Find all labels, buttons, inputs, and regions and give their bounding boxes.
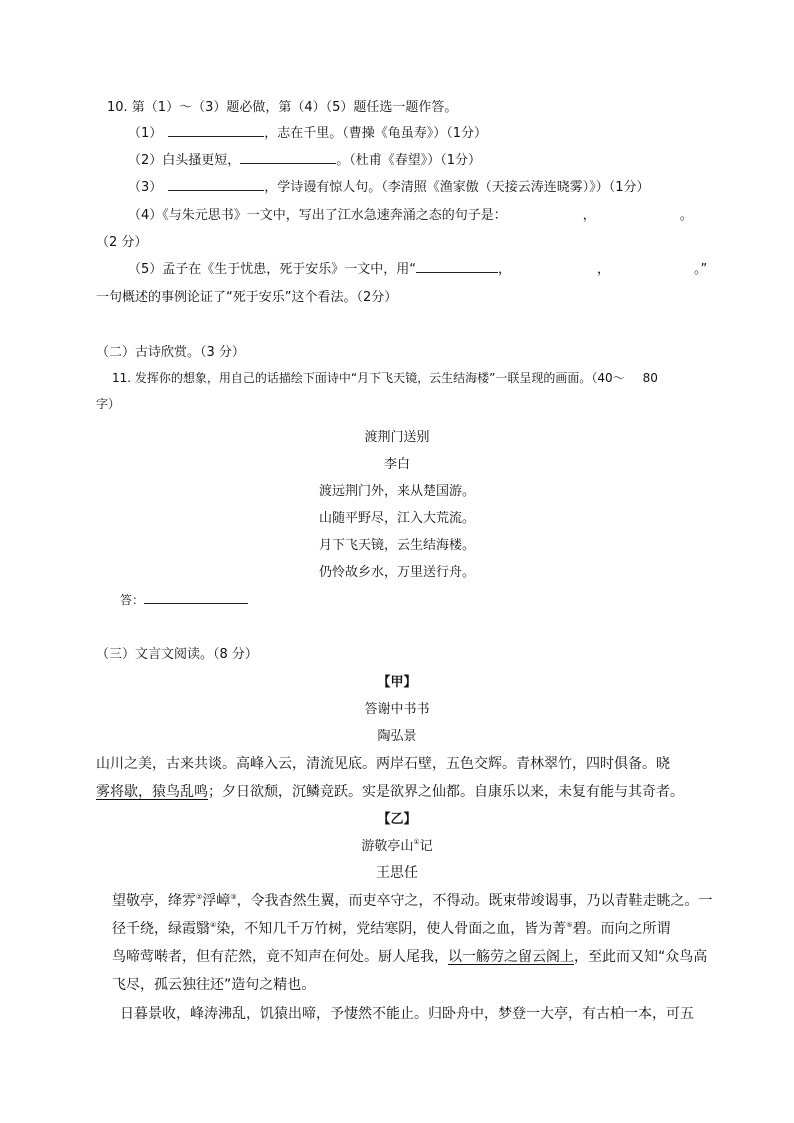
poem-line: 仍怜故乡水，万里送行舟。 — [318, 565, 475, 580]
q10-item-4 — [128, 204, 693, 223]
poem-line: 山随平野尽，江入大荒流。 — [318, 511, 475, 526]
passage-text: 径千绕，绿霞翳 — [112, 921, 210, 937]
item-text: ，学诗谩有惊人句。（李清照《渔家傲（天接云涛连晓雾）》）（1分） — [264, 180, 650, 195]
passage-line: 飞尽，孤云独往还”造句之精也。 — [112, 977, 316, 993]
passage-text: 浮嶂 — [202, 893, 231, 909]
item-text: ，志在千里。（曹操《龟虽寿》）（1分） — [264, 126, 488, 141]
passage-line — [112, 918, 671, 938]
q10-item-1 — [128, 122, 487, 141]
passage-text: ；夕日欲颓，沉鳞竞跃。实是欲界之仙都。自康乐以来，未复有能与其奇者。 — [208, 784, 684, 800]
passage-text: 染，不知几千万竹树，党结寒阴，使人骨面之血，皆为菁 — [216, 921, 567, 937]
q11-text — [112, 369, 658, 386]
passage-author: 王思任 — [376, 865, 418, 881]
underlined-phrase: 雾将歇，猿鸟乱鸣 — [96, 784, 208, 800]
poem-line: 渡远荆门外，来从楚国游。 — [318, 484, 475, 499]
q11-line1: 11. 发挥你的想象，用自己的话描绘下面诗中“月下飞天镜，云生结海楼”一联呈现的画面。（40～ — [112, 371, 625, 385]
passage-line — [96, 781, 684, 801]
passage-title — [0, 835, 794, 854]
answer-label: 答： — [120, 593, 145, 607]
q10-item-5-line2: 一句概述的事例论证了“死于安乐”这个看法。（2分） — [96, 290, 398, 305]
punct: ， — [597, 262, 611, 277]
section-title: （二）古诗欣赏。（3 分） — [96, 345, 245, 360]
answer-blank[interactable] — [144, 591, 248, 604]
answer-blank[interactable] — [168, 178, 264, 191]
punct: ， — [498, 262, 512, 277]
passage-text: 望敬亭，绛雰 — [112, 893, 196, 909]
footnote-mark: ③ — [230, 893, 237, 901]
footnote-mark: ② — [196, 893, 203, 901]
passage-text: ，至此而又知“众鸟高 — [574, 949, 708, 965]
passage-tag: 【乙】 — [377, 812, 417, 827]
q10-stem: 10. 第（1）～（3）题必做，第（4）（5）题任选一题作答。 — [107, 100, 458, 115]
passage-line: 山川之美，古来共谈。高峰入云，清流见底。两岸石壁，五色交辉。青林翠竹，四时俱备。晓 — [96, 756, 670, 772]
item-text: （5）孟子在《生于忧患，死于安乐》一文中，用“ — [128, 262, 417, 277]
passage-tag: 【甲】 — [377, 675, 417, 690]
item-text: （2）白头搔更短， — [128, 153, 241, 168]
answer-blank[interactable] — [240, 151, 336, 164]
passage-title: 答谢中书书 — [364, 702, 430, 717]
passage-text: 鸟啼莺啭者，但有茫然，竟不知声在何处。厨人尾我， — [112, 949, 448, 965]
footnote-mark: ⑤ — [566, 921, 573, 929]
answer-line — [120, 591, 248, 608]
title-text: 记 — [419, 839, 433, 854]
answer-blank[interactable] — [168, 124, 264, 137]
q10-item-5 — [128, 258, 707, 277]
passage-line — [112, 946, 707, 966]
answer-blank[interactable] — [416, 260, 498, 273]
q11-number: 80 — [642, 371, 658, 385]
item-number: （1） — [128, 126, 163, 141]
title-text: 游敬亭山 — [361, 839, 414, 854]
passage-line — [112, 890, 713, 910]
footnote-mark: ① — [413, 838, 420, 846]
punct: 。” — [694, 262, 708, 277]
item-number: （3） — [128, 180, 163, 195]
q10-item-4-score: （2 分） — [96, 235, 148, 250]
q11-line2: 字） — [96, 397, 121, 411]
punct: ， — [582, 208, 596, 223]
poem-title: 渡荆门送别 — [364, 430, 430, 445]
item-text: 。（杜甫《春望》）（1分） — [336, 153, 482, 168]
q10-item-3 — [128, 176, 650, 195]
poem-line: 月下飞天镜，云生结海楼。 — [318, 538, 475, 553]
passage-author: 陶弘景 — [377, 729, 417, 744]
passage-text: ，令我杳然生翼，而吏卒守之，不得动。既束带竣谒事，乃以青鞋走眺之。一 — [236, 893, 713, 909]
footnote-mark: ④ — [210, 921, 217, 929]
poem-author: 李白 — [383, 457, 410, 472]
passage-text: 碧。而向之所谓 — [572, 921, 671, 937]
underlined-phrase: 以一觞劳之留云阁上 — [448, 949, 574, 965]
item-text: （4）《与朱元思书》一文中，写出了江水急速奔涌之态的句子是： — [128, 208, 507, 223]
q10-item-2 — [128, 149, 481, 168]
passage-line: 日暮景收，峰涛沸乱，饥猿出啼，予悽然不能止。归卧舟中，梦登一大亭，有古柏一本，可五 — [120, 1006, 694, 1022]
punct: 。 — [679, 208, 693, 223]
section-title: （三）文言文阅读。（8 分） — [96, 647, 258, 662]
